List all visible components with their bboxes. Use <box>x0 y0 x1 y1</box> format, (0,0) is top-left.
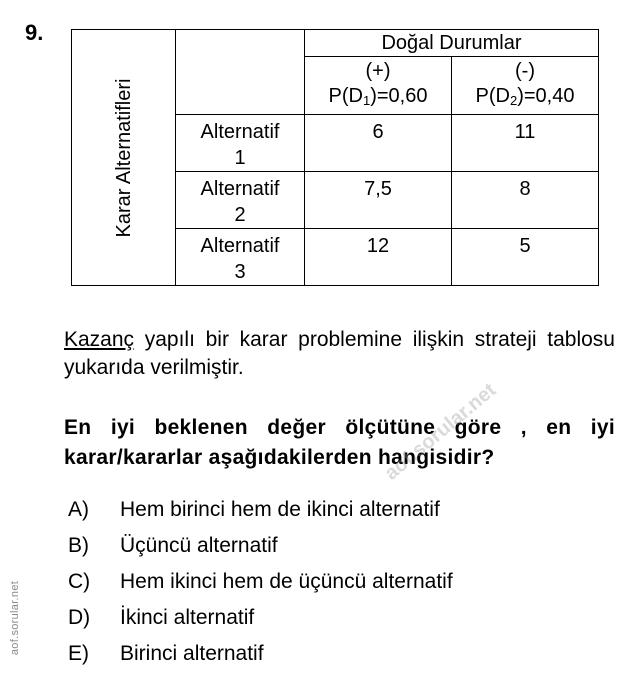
option-c[interactable] <box>68 564 453 600</box>
option-text: Üçüncü alternatif <box>120 534 278 557</box>
payoff-cell: 8 <box>452 172 599 229</box>
underlined-term: Kazanç <box>64 328 135 351</box>
payoff-cell: 12 <box>305 229 452 286</box>
option-letter: B) <box>68 534 89 557</box>
state-header-2: (-) $P(D_2)=0,40$ <box>452 57 599 115</box>
option-text: Birinci alternatif <box>120 642 264 665</box>
option-text: Hem ikinci hem de üçüncü alternatif <box>120 570 453 593</box>
option-letter: C) <box>68 570 91 593</box>
row-group-label: Karar Alternatifleri <box>112 78 135 237</box>
state-sign: (+) <box>365 59 391 82</box>
decision-table <box>71 29 599 286</box>
diagonal-watermark: aof.sorular.net <box>380 379 501 485</box>
option-letter: A) <box>68 498 89 521</box>
alternative-label: Alternatif 2 <box>176 172 305 229</box>
option-text: İkinci alternatif <box>120 606 255 629</box>
option-e[interactable] <box>68 636 453 672</box>
payoff-cell: 11 <box>452 115 599 172</box>
option-a[interactable] <box>68 492 453 528</box>
state-header-1: (+) $P(D_1)=0,60$ <box>305 57 452 115</box>
option-letter: D) <box>68 606 91 629</box>
alternative-label: Alternatif 3 <box>176 229 305 286</box>
question-text: En iyi beklenen değer ölçütüne göre , en iyi karar/kararlar aşağıdakilerden hangisidir? <box>64 416 615 469</box>
answer-options <box>68 492 453 672</box>
option-b[interactable] <box>68 528 453 564</box>
states-header: Doğal Durumlar <box>305 30 599 57</box>
payoff-cell: 7,5 <box>305 172 452 229</box>
corner-cell <box>176 30 305 115</box>
payoff-cell: 6 <box>305 115 452 172</box>
option-letter: E) <box>68 642 89 665</box>
state-sign: (-) <box>515 59 535 82</box>
question-number: 9. <box>25 20 44 45</box>
side-watermark: aof.sorular.net <box>9 580 22 656</box>
option-text: Hem birinci hem de ikinci alternatif <box>120 498 440 521</box>
option-d[interactable] <box>68 600 453 636</box>
alternative-label: Alternatif 1 <box>176 115 305 172</box>
problem-description: Kazanç yapılı bir karar problemine ilişkin strateji tablosu yukarıda verilmiştir. <box>64 328 615 379</box>
row-group-label-cell <box>72 30 176 286</box>
payoff-cell: 5 <box>452 229 599 286</box>
